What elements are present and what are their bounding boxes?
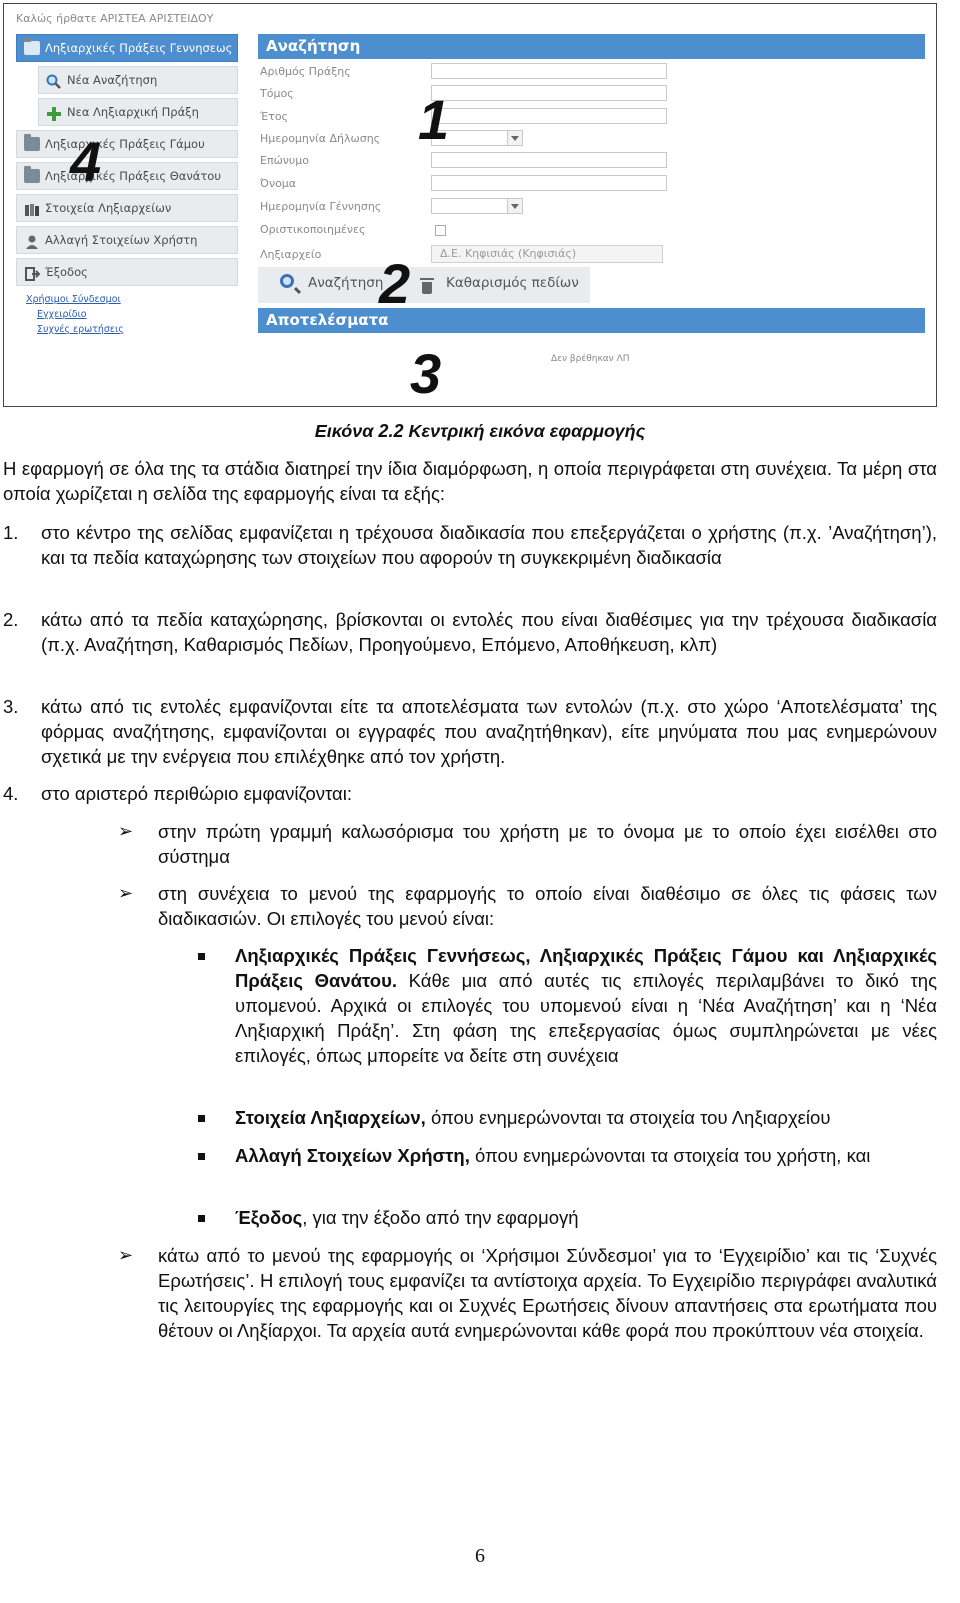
- sub-bullet-bold: Στοιχεία Ληξιαρχείων,: [235, 1107, 426, 1128]
- volume-input[interactable]: [431, 85, 667, 101]
- square-bullet-icon: [198, 1115, 205, 1122]
- sidebar-item-new-search[interactable]: [38, 66, 238, 94]
- search-panel-title: Αναζήτηση: [258, 34, 925, 59]
- sub-bullet-text: Κάθε μια από αυτές τις επιλογές περιλαμβάνει το δικό της υπομενού. Αρχικά οι επιλογές του υπομενού είναι η ‘Νέα Αναζήτηση’ και η ‘Νέα Ληξιαρχική Πράξη’. Στη φάση της επεξεργασίας όμως συμπληρώνεται με νέες επιλογές, όπως μπορείτε να δείτε στη συνέχεια: [235, 970, 937, 1066]
- page-number: 6: [475, 1545, 485, 1567]
- sidebar-item-label: Στοιχεία Ληξιαρχείων: [45, 201, 172, 215]
- folder-icon: [24, 169, 40, 183]
- search-button-label: Αναζήτηση: [308, 275, 384, 291]
- annotation-marker-3: 3: [410, 342, 442, 405]
- sidebar-item-label: Νεα Ληξιαρχική Πράξη: [67, 105, 199, 119]
- registry-office-value: Δ.Ε. Κηφισιάς (Κηφισιάς): [440, 247, 577, 260]
- sidebar-item-birth-acts[interactable]: [16, 34, 238, 62]
- trash-icon: [422, 282, 432, 294]
- birth-date-label: Ημερομηνία Γέννησης: [260, 200, 382, 213]
- exit-icon: [24, 265, 40, 279]
- chevron-down-icon[interactable]: [507, 131, 522, 145]
- sidebar-menu: [16, 34, 238, 290]
- app-screenshot-figure: [3, 3, 937, 407]
- list-item-2: κάτω από τα πεδία καταχώρησης, βρίσκονται οι εντολές που είναι διαθέσιμες για την τρέχουσα διαδικασία (π.χ. Αναζήτηση, Καθαρισμός Πεδίων, Προηγούμενο, Επόμενο, Αποθήκευση, κλπ): [41, 609, 937, 655]
- annotation-marker-4: 4: [70, 130, 102, 193]
- intro-paragraph: Η εφαρμογή σε όλα της τα στάδια διατηρεί την ίδια διαμόρφωση, η οποία περιγράφεται στη συνέχεια. Τα μέρη στα οποία χωρίζεται η σελίδα της εφαρμογής είναι τα εξής:: [3, 458, 937, 504]
- figure-caption: Εικόνα 2.2 Κεντρική εικόνα εφαρμογής: [314, 421, 646, 441]
- act-number-label: Αριθμός Πράξης: [260, 65, 351, 78]
- sub-bullet-item-4: [235, 1205, 937, 1230]
- chevron-down-icon[interactable]: [507, 199, 522, 213]
- search-button[interactable]: [308, 275, 383, 291]
- declaration-date-label: Ημερομηνία Δήλωσης: [260, 132, 381, 145]
- no-results-message: Δεν βρέθηκαν ΛΠ: [551, 354, 630, 364]
- sub-bullet-item-1: [235, 943, 937, 1068]
- search-icon: [280, 274, 294, 288]
- sub-bullet-text: όπου ενημερώνονται τα στοιχεία του Ληξιαρχείου: [425, 1107, 831, 1128]
- folder-icon: [24, 41, 40, 55]
- sidebar-item-label: Ληξιαρχικές Πράξεις Γεννησεως: [45, 41, 233, 55]
- faq-link[interactable]: Συχνές ερωτήσεις: [37, 324, 124, 335]
- volume-label: Τόμος: [260, 87, 294, 100]
- item-number-2: 2.: [3, 609, 19, 630]
- bullet-item-1: στην πρώτη γραμμή καλωσόρισμα του χρήστη με το όνομα με το οποίο έχει εισέλθει στο σύστημα: [158, 821, 937, 867]
- list-item-3: κάτω από τις εντολές εμφανίζονται είτε τα αποτελέσματα των εντολών (π.χ. στο χώρο ‘Αποτελέσματα’ της φόρμας αναζήτησης, εμφανίζονται οι εγγραφές που αναζητήθηκαν), είτε μηνύματα που μας ενημερώνουν σχετικά με την ενέργεια που επιλέχθηκε από τον χρήστη.: [41, 696, 937, 767]
- first-name-input[interactable]: [431, 175, 667, 191]
- add-icon: [46, 105, 62, 119]
- arrow-bullet-icon: ➢: [118, 821, 134, 841]
- registry-office-select[interactable]: [431, 245, 663, 263]
- sidebar-item-exit[interactable]: [16, 258, 238, 286]
- sub-bullet-bold: Ληξιαρχικές Πράξεις Γεννήσεως, Ληξιαρχικές Πράξεις Γάμου και Ληξιαρχικές Πράξεις Θανάτου.: [235, 945, 937, 991]
- command-bar: [258, 267, 590, 303]
- arrow-bullet-icon: ➢: [118, 1245, 134, 1265]
- sub-bullet-item-3: [235, 1143, 937, 1168]
- year-input[interactable]: [431, 108, 667, 124]
- welcome-greeting: Καλώς ήρθατε ΑΡΙΣΤΕΑ ΑΡΙΣΤΕΙΔΟΥ: [16, 12, 214, 25]
- sub-bullet-item-2: [235, 1105, 937, 1130]
- manual-link[interactable]: Εγχειρίδιο: [37, 309, 87, 320]
- sub-bullet-bold: Αλλαγή Στοιχείων Χρήστη,: [235, 1145, 470, 1166]
- sidebar-item-label: Νέα Αναζήτηση: [67, 73, 158, 87]
- bullet-item-3: κάτω από το μενού της εφαρμογής οι ‘Χρήσιμοι Σύνδεσμοι’ για το ‘Εγχειρίδιο’ και τις ‘Συχνές Ερωτήσεις’. Η επιλογή τους εμφανίζει τα αντίστοιχα αρχεία. Το Εγχειρίδιο περιγράφει αναλυτικά τις λειτουργίες της εφαρμογής και οι Συχνές Ερωτήσεις δίνουν απαντήσεις στα ερωτήματα που θέτουν οι Ληξίαρχοι. Τα αρχεία αυτά ενημερώνονται κάθε φορά που προκύπτουν νέα στοιχεία.: [158, 1245, 937, 1341]
- list-item-4: στο αριστερό περιθώριο εμφανίζονται:: [41, 783, 352, 804]
- search-icon: [46, 73, 62, 87]
- annotation-marker-1: 1: [418, 88, 450, 151]
- act-number-input[interactable]: [431, 63, 667, 79]
- birth-date-picker[interactable]: [431, 198, 523, 214]
- sub-bullet-text: , για την έξοδο από την εφαρμογή: [302, 1207, 579, 1228]
- sub-bullet-bold: Έξοδος: [235, 1207, 303, 1228]
- arrow-bullet-icon: ➢: [118, 883, 134, 903]
- year-label: Έτος: [260, 110, 289, 123]
- square-bullet-icon: [198, 953, 205, 960]
- item-number-1: 1.: [3, 522, 19, 543]
- sidebar-item-death-acts[interactable]: [16, 162, 238, 190]
- finalized-checkbox[interactable]: [435, 225, 446, 236]
- item-number-3: 3.: [3, 696, 19, 717]
- clear-fields-button-label: Καθαρισμός πεδίων: [446, 275, 579, 291]
- registry-office-label: Ληξιαρχείο: [260, 248, 322, 261]
- square-bullet-icon: [198, 1215, 205, 1222]
- clear-fields-button[interactable]: [446, 275, 579, 291]
- useful-links: [26, 292, 124, 337]
- sidebar-item-marriage-acts[interactable]: [16, 130, 238, 158]
- item-number-4: 4.: [3, 783, 19, 804]
- useful-links-title[interactable]: Χρήσιμοι Σύνδεσμοι: [26, 294, 121, 305]
- user-icon: [24, 233, 40, 247]
- results-panel-title: Αποτελέσματα: [258, 308, 925, 333]
- surname-label: Επώνυμο: [260, 154, 310, 167]
- surname-input[interactable]: [431, 152, 667, 168]
- finalized-label: Οριστικοποιημένες: [260, 223, 366, 236]
- square-bullet-icon: [198, 1153, 205, 1160]
- bullet-item-2: στη συνέχεια το μενού της εφαρμογής το οποίο είναι διαθέσιμο σε όλες τις φάσεις των διαδικασιών. Οι επιλογές του μενού είναι:: [158, 883, 937, 929]
- books-icon: [24, 201, 40, 215]
- sidebar-item-new-act[interactable]: [38, 98, 238, 126]
- sub-bullet-text: όπου ενημερώνονται τα στοιχεία του χρήστη, και: [469, 1145, 871, 1166]
- annotation-marker-2: 2: [379, 252, 411, 315]
- sidebar-item-registry-offices[interactable]: [16, 194, 238, 222]
- sidebar-item-label: Αλλαγή Στοιχείων Χρήστη: [45, 233, 198, 247]
- folder-icon: [24, 137, 40, 151]
- list-item-1: στο κέντρο της σελίδας εμφανίζεται η τρέχουσα διαδικασία που επεξεργάζεται ο χρήστης (π.χ. ’Αναζήτηση’), και τα πεδία καταχώρησης των στοιχείων που αφορούν τη συγκεκριμένη διαδικασία: [41, 522, 937, 568]
- sidebar-item-change-user[interactable]: [16, 226, 238, 254]
- sidebar-item-label: Έξοδος: [45, 265, 88, 279]
- sidebar-item-label: Ληξιαρχικές Πράξεις Θανάτου: [45, 169, 221, 183]
- first-name-label: Όνομα: [260, 177, 297, 190]
- sidebar-item-label: Ληξιαρχικές Πράξεις Γάμου: [45, 137, 205, 151]
